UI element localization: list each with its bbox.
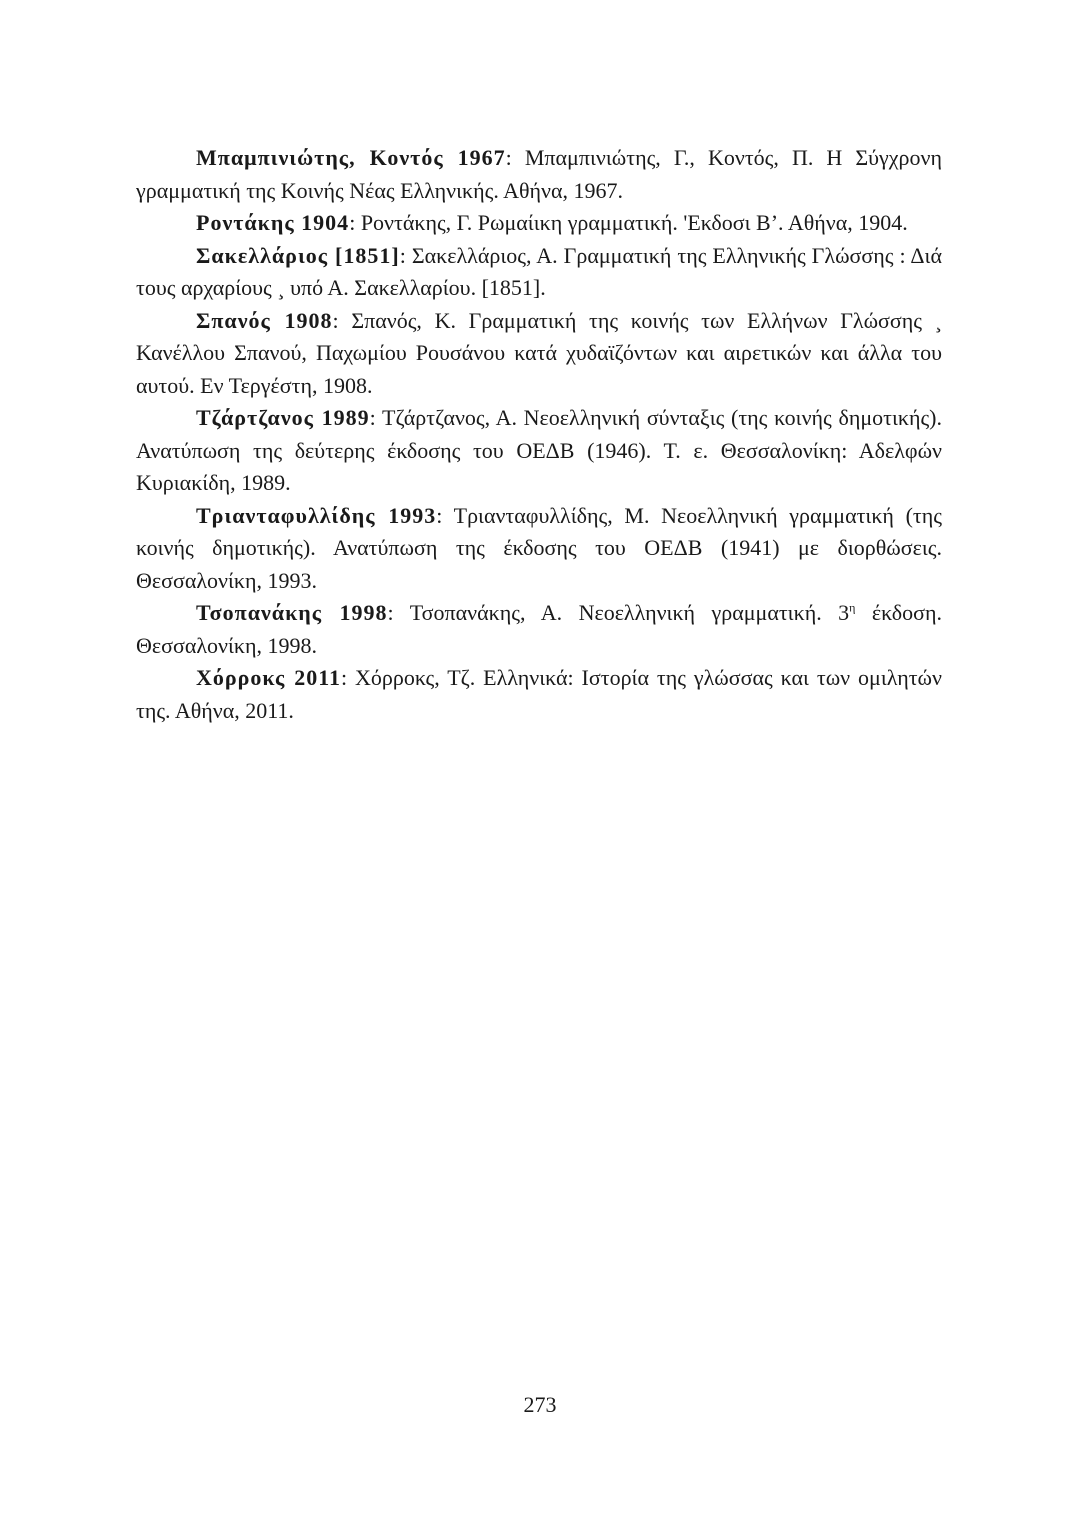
edition-superscript: η (849, 600, 856, 615)
entry-key: Τσοπανάκης 1998 (196, 600, 388, 625)
entry-text: Ροντάκης, Γ. Ρωμαίικη γραμματική. 'Εκδοσι Β’. Αθήνα, 1904. (360, 210, 908, 235)
entry-text-continued: έκδοση. Θεσσαλονίκη, 1998. (136, 600, 942, 658)
entry-text: Σπανός, Κ. Γραμματική της κοινής των Ελλήνων Γλώσσης ¸ Κανέλλου Σπανού, Παχωμίου Ρουσάνου κατά χυδαϊζόντων και αιρετικών και άλλα του αυτού. Εν Τεργέστη, 1908. (136, 307, 942, 398)
bibliography-list (136, 142, 942, 727)
entry-separator: : (399, 242, 412, 268)
page-number: 273 (523, 1392, 557, 1417)
bibliography-entry (136, 305, 942, 403)
bibliography-entry (136, 240, 942, 305)
entry-key: Σπανός 1908 (196, 307, 333, 333)
entry-key: Τζάρτζανος 1989 (196, 405, 370, 430)
entry-separator: : (369, 405, 383, 430)
bibliography-entry (136, 207, 942, 240)
entry-key: Μπαμπινιώτης, Κοντός 1967 (196, 145, 506, 170)
bibliography-entry (136, 142, 942, 207)
bibliography-entry (136, 402, 942, 500)
entry-separator: : (505, 145, 525, 170)
entry-text: Τριανταφυλλίδης, Μ. Νεοελληνική γραμματική (της κοινής δημοτικής). Ανατύπωση της έκδοσης του ΟΕΔΒ (1941) με διορθώσεις. Θεσσαλονίκη, 1993. (136, 502, 942, 593)
bibliography-entry (136, 597, 942, 662)
entry-text: Τζάρτζανος, Α. Νεοελληνική σύνταξις (της κοινής δημοτικής). Ανατύπωση της δεύτερης έκδοσης του ΟΕΔΒ (1946). Τ. ε. Θεσσαλονίκη: Αδελφών Κυριακίδη, 1989. (136, 405, 943, 495)
entry-separator: : (332, 307, 352, 333)
bibliography-entry (136, 500, 942, 598)
bibliography-entry (136, 662, 942, 727)
entry-text: Τσοπανάκης, Α. Νεοελληνική γραμματική. 3 (409, 600, 850, 625)
entry-separator: : (341, 665, 356, 690)
entry-separator: : (436, 502, 454, 528)
entry-text: Χόρροκς, Τζ. Ελληνικά: Ιστορία της γλώσσας και των ομιλητών της. Αθήνα, 2011. (136, 665, 942, 723)
entry-key: Τριανταφυλλίδης 1993 (196, 502, 437, 528)
entry-text: Μπαμπινιώτης, Γ., Κοντός, Π. Η Σύγχρονη γραμματική της Κοινής Νέας Ελληνικής. Αθήνα, 1967. (136, 145, 942, 203)
entry-separator: : (387, 600, 410, 625)
entry-key: Σακελλάριος [1851] (196, 242, 400, 268)
entry-text: Σακελλάριος, Α. Γραμματική της Ελληνικής Γλώσσης : Διά τους αρχαρίους ¸ υπό Α. Σακελλαρίου. [1851]. (136, 242, 942, 300)
entry-key: Ροντάκης 1904 (196, 210, 350, 235)
entry-separator: : (349, 210, 361, 235)
entry-key: Χόρροκς 2011 (196, 665, 341, 690)
